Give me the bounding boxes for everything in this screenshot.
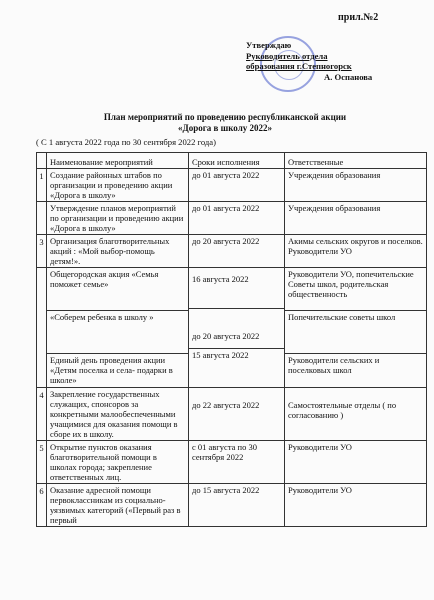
row-date: до 01 августа 2022 [189,169,285,202]
subitem-responsible: Попечительские советы школ [285,310,426,353]
row-num [37,268,47,388]
row-name: Организация благотворительных акций : «Мой выбор-помощь детям!». [47,235,189,268]
table-row [37,441,427,484]
header-num [37,153,47,169]
subitem-name: «Соберем ребенка в школу » [47,310,188,353]
subitem-date: 16 августа 2022 [192,274,249,284]
row-responsible: Самостоятельные отделы ( по согласованию ) [285,388,427,441]
table-row [37,388,427,441]
row-date: до 15 августа 2022 [189,484,285,527]
approval-line-2: Руководитель отдела [246,50,328,61]
subitem-responsible: Руководители УО, попечительские Советы школ, родительская общественность [288,269,414,299]
table-row [37,235,427,268]
plan-period: ( С 1 августа 2022 года по 30 сентября 2022 года) [36,137,216,147]
row-name-group [47,268,189,388]
approval-block [246,40,426,82]
row-date: до 22 августа 2022 [189,388,285,441]
appendix-label: прил.№2 [338,12,379,23]
row-responsible: Акимы сельских округов и поселков. Руководители УО [285,235,427,268]
title-line-1: План мероприятий по проведению республиканской акции [103,112,347,122]
row-num: 3 [37,235,47,268]
row-name: Оказание адресной помощи первоклассникам из социально-уязвимых категорий («Первый раз в первый [47,484,189,527]
row-name: Открытие пунктов оказания благотворительной помощи в школах города; закрепление ответственных лиц. [47,441,189,484]
header-date: Сроки исполнения [189,153,285,169]
table-row [37,268,427,388]
row-name: Создание районных штабов по организации и проведению акции «Дорога в школу» [47,169,189,202]
title-line-2: «Дорога в школу 2022» [178,123,272,133]
document-title [60,112,390,134]
header-name: Наименование мероприятий [47,153,189,169]
row-responsible-group [285,268,427,388]
subitem-date: до 20 августа 2022 [189,308,284,348]
row-date: до 20 августа 2022 [189,235,285,268]
row-responsible: Руководители УО [285,441,427,484]
row-responsible: Учреждения образования [285,169,427,202]
row-num: 1 [37,169,47,202]
row-num: 4 [37,388,47,441]
subitem-name: Единый день проведения акции «Детям поселка и села- подарки в школе» [47,353,188,387]
row-num [37,202,47,235]
row-num: 5 [37,441,47,484]
table-header-row [37,153,427,169]
row-name: Закрепление государственных служащих, спонсоров за конкретными малообеспеченными учащимися для оказания помощи в сборе их в школу. [47,388,189,441]
table-row [37,202,427,235]
row-name: Утверждение планов мероприятий по организации и проведению акции «Дорога в школу» [47,202,189,235]
row-responsible: Руководители УО [285,484,427,527]
approval-line-3: образования г.Степногорск [246,61,352,71]
approval-signatory: А. Оспанова [324,71,373,82]
subitem-name: Общегородская акция «Семья поможет семье» [50,269,159,289]
row-num: 6 [37,484,47,527]
row-date: до 01 августа 2022 [189,202,285,235]
table-row [37,169,427,202]
events-table [36,152,427,527]
row-date: с 01 августа по 30 сентября 2022 [189,441,285,484]
subitem-responsible: Руководители сельских и поселковых школ [285,353,426,387]
approval-line-1: Утверждаю [246,40,292,50]
header-responsible: Ответственные [285,153,427,169]
row-responsible: Учреждения образования [285,202,427,235]
subitem-date: 15 августа 2022 [189,348,284,382]
table-row [37,484,427,527]
row-date-group [189,268,285,388]
